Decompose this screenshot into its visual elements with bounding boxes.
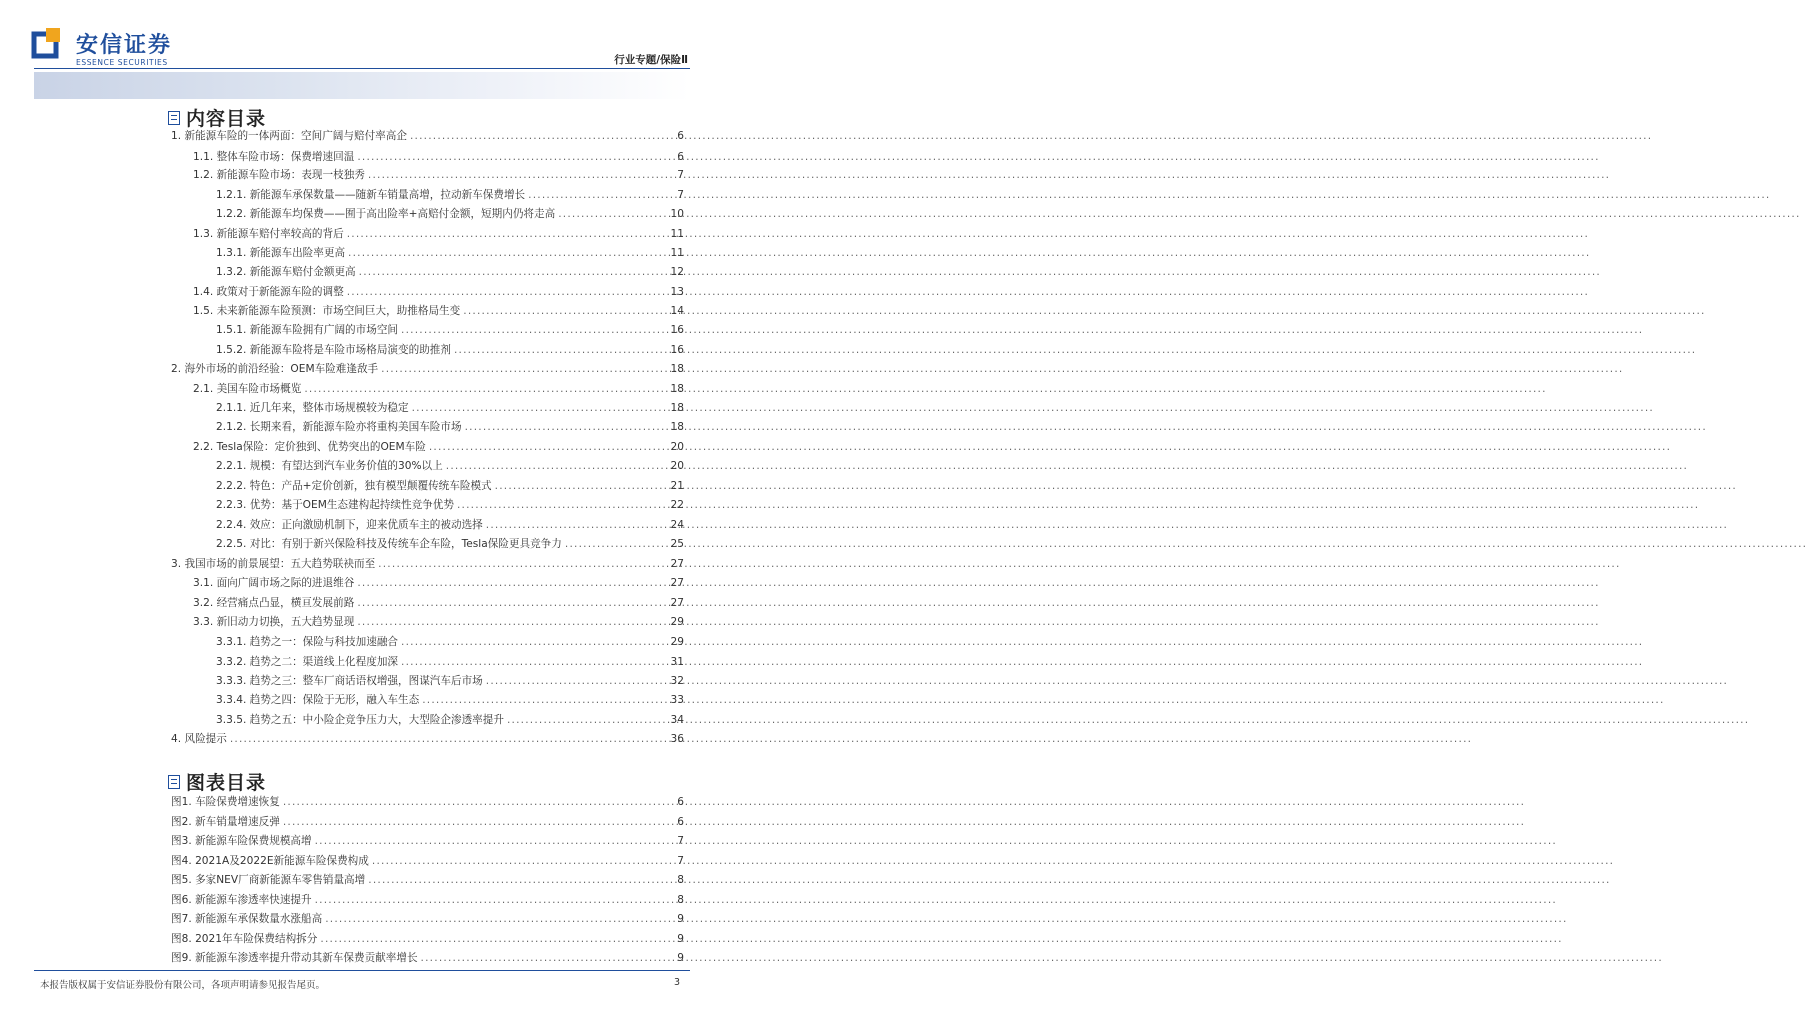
- figure-entry[interactable]: 图7. 新能源车承保数量水涨船高 ..... 9: [171, 912, 684, 926]
- toc-title: 内容目录: [186, 108, 267, 130]
- report-category: 行业专题/保险Ⅱ: [614, 54, 688, 66]
- toc-entry[interactable]: 2. 海外市场的前沿经验：OEM车险难逢敌手 ..... 18: [171, 362, 684, 376]
- header-divider: [34, 68, 690, 69]
- toc-entry[interactable]: 1.3.1. 新能源车出险率更高 ..... 11: [216, 246, 684, 260]
- toc-entry[interactable]: 1. 新能源车险的一体两面：空间广阔与赔付率高企 ..... 6: [171, 129, 684, 143]
- toc-entry[interactable]: 3.3.1. 趋势之一：保险与科技加速融合 ..... 29: [216, 635, 684, 649]
- toc-entry[interactable]: 2.2.3. 优势：基于OEM生态建构起持续性竞争优势 ..... 22: [216, 498, 684, 512]
- list-icon: [168, 111, 180, 125]
- brand-name-en: ESSENCE SECURITIES: [76, 58, 168, 67]
- figure-entry[interactable]: 图2. 新车销量增速反弹 ..... 6: [171, 815, 684, 829]
- toc-entry[interactable]: 3. 我国市场的前景展望：五大趋势联袂而至 ..... 27: [171, 557, 684, 571]
- toc-entry[interactable]: 1.4. 政策对于新能源车险的调整 ..... 13: [193, 285, 684, 299]
- toc-entry[interactable]: 1.2.2. 新能源车均保费——囿于高出险率+高赔付金额，短期内仍将走高 ..... 10: [216, 207, 684, 221]
- toc-entry[interactable]: 2.2.4. 效应：正向激励机制下，迎来优质车主的被动选择 ..... 24: [216, 518, 684, 532]
- figure-entry[interactable]: 图4. 2021A及2022E新能源车险保费构成 ..... 7: [171, 854, 684, 868]
- toc-heading: [168, 104, 266, 131]
- figures-heading: [168, 768, 266, 795]
- copyright-notice: 本报告版权属于安信证券股份有限公司，各项声明请参见报告尾页。: [40, 980, 326, 991]
- toc-entry[interactable]: 1.5.2. 新能源车险将是车险市场格局演变的助推剂 ..... 16: [216, 343, 684, 357]
- toc-entry[interactable]: 1.1. 整体车险市场：保费增速回温 ..... 6: [193, 150, 684, 164]
- toc-entry[interactable]: 1.5.1. 新能源车险拥有广阔的市场空间 ..... 16: [216, 323, 684, 337]
- toc-entry[interactable]: 3.2. 经营痛点凸显，横亘发展前路 ..... 27: [193, 596, 684, 610]
- brand-logo: [34, 24, 184, 68]
- toc-entry[interactable]: 1.2. 新能源车险市场：表现一枝独秀 ..... 7: [193, 168, 684, 182]
- toc-entry[interactable]: 1.5. 未来新能源车险预测：市场空间巨大，助推格局生变 ..... 14: [193, 304, 684, 318]
- toc-entry[interactable]: 2.2.2. 特色：产品+定价创新，独有模型颠覆传统车险模式 ..... 21: [216, 479, 684, 493]
- figure-entry[interactable]: 图1. 车险保费增速恢复 ..... 6: [171, 795, 684, 809]
- toc-entry[interactable]: 2.1. 美国车险市场概览 ..... 18: [193, 382, 684, 396]
- figure-entry[interactable]: 图3. 新能源车险保费规模高增 ..... 7: [171, 834, 684, 848]
- toc-entry[interactable]: 3.1. 面向广阔市场之际的进退维谷 ..... 27: [193, 576, 684, 590]
- toc-entry[interactable]: 1.3.2. 新能源车赔付金额更高 ..... 12: [216, 265, 684, 279]
- toc-entry[interactable]: 2.2.1. 规模：有望达到汽车业务价值的30%以上 ..... 20: [216, 459, 684, 473]
- toc-entry[interactable]: 1.2.1. 新能源车承保数量——随新车销量高增，拉动新车保费增长 ..... 7: [216, 188, 684, 202]
- figure-entry[interactable]: 图5. 多家NEV厂商新能源车零售销量高增 ..... 8: [171, 873, 684, 887]
- toc-entry[interactable]: 4. 风险提示 ..... 36: [171, 732, 684, 746]
- toc-entry[interactable]: 2.2.5. 对比：有别于新兴保险科技及传统车企车险，Tesla保险更具竞争力 ..... 25: [216, 537, 684, 551]
- figure-entry[interactable]: 图6. 新能源车渗透率快速提升 ..... 8: [171, 893, 684, 907]
- toc-entry[interactable]: 3.3.4. 趋势之四：保险于无形，融入车生态 ..... 33: [216, 693, 684, 707]
- header-band: [34, 72, 690, 99]
- toc-entry[interactable]: 3.3. 新旧动力切换，五大趋势显现 ..... 29: [193, 615, 684, 629]
- page-number: 3: [673, 977, 680, 988]
- footer-divider: [34, 970, 690, 971]
- toc-entry[interactable]: 3.3.5. 趋势之五：中小险企竞争压力大，大型险企渗透率提升 ..... 34: [216, 713, 684, 727]
- brand-name-cn: 安信证券: [76, 33, 173, 58]
- essence-logo-icon: [34, 28, 64, 58]
- figure-entry[interactable]: 图8. 2021年车险保费结构拆分 ..... 9: [171, 932, 684, 946]
- figure-entry[interactable]: 图9. 新能源车渗透率提升带动其新车保费贡献率增长 ..... 9: [171, 951, 684, 965]
- toc-entry[interactable]: 2.1.1. 近几年来，整体市场规模较为稳定 ..... 18: [216, 401, 684, 415]
- toc-entry[interactable]: 2.2. Tesla保险：定价独到、优势突出的OEM车险 ..... 20: [193, 440, 684, 454]
- list-icon: [168, 775, 180, 789]
- toc-entry[interactable]: 1.3. 新能源车赔付率较高的背后 ..... 11: [193, 227, 684, 241]
- figures-title: 图表目录: [186, 772, 267, 794]
- toc-entry[interactable]: 2.1.2. 长期来看，新能源车险亦将重构美国车险市场 ..... 18: [216, 420, 684, 434]
- toc-entry[interactable]: 3.3.2. 趋势之二：渠道线上化程度加深 ..... 31: [216, 655, 684, 669]
- toc-entry[interactable]: 3.3.3. 趋势之三：整车厂商话语权增强，图谋汽车后市场 ..... 32: [216, 674, 684, 688]
